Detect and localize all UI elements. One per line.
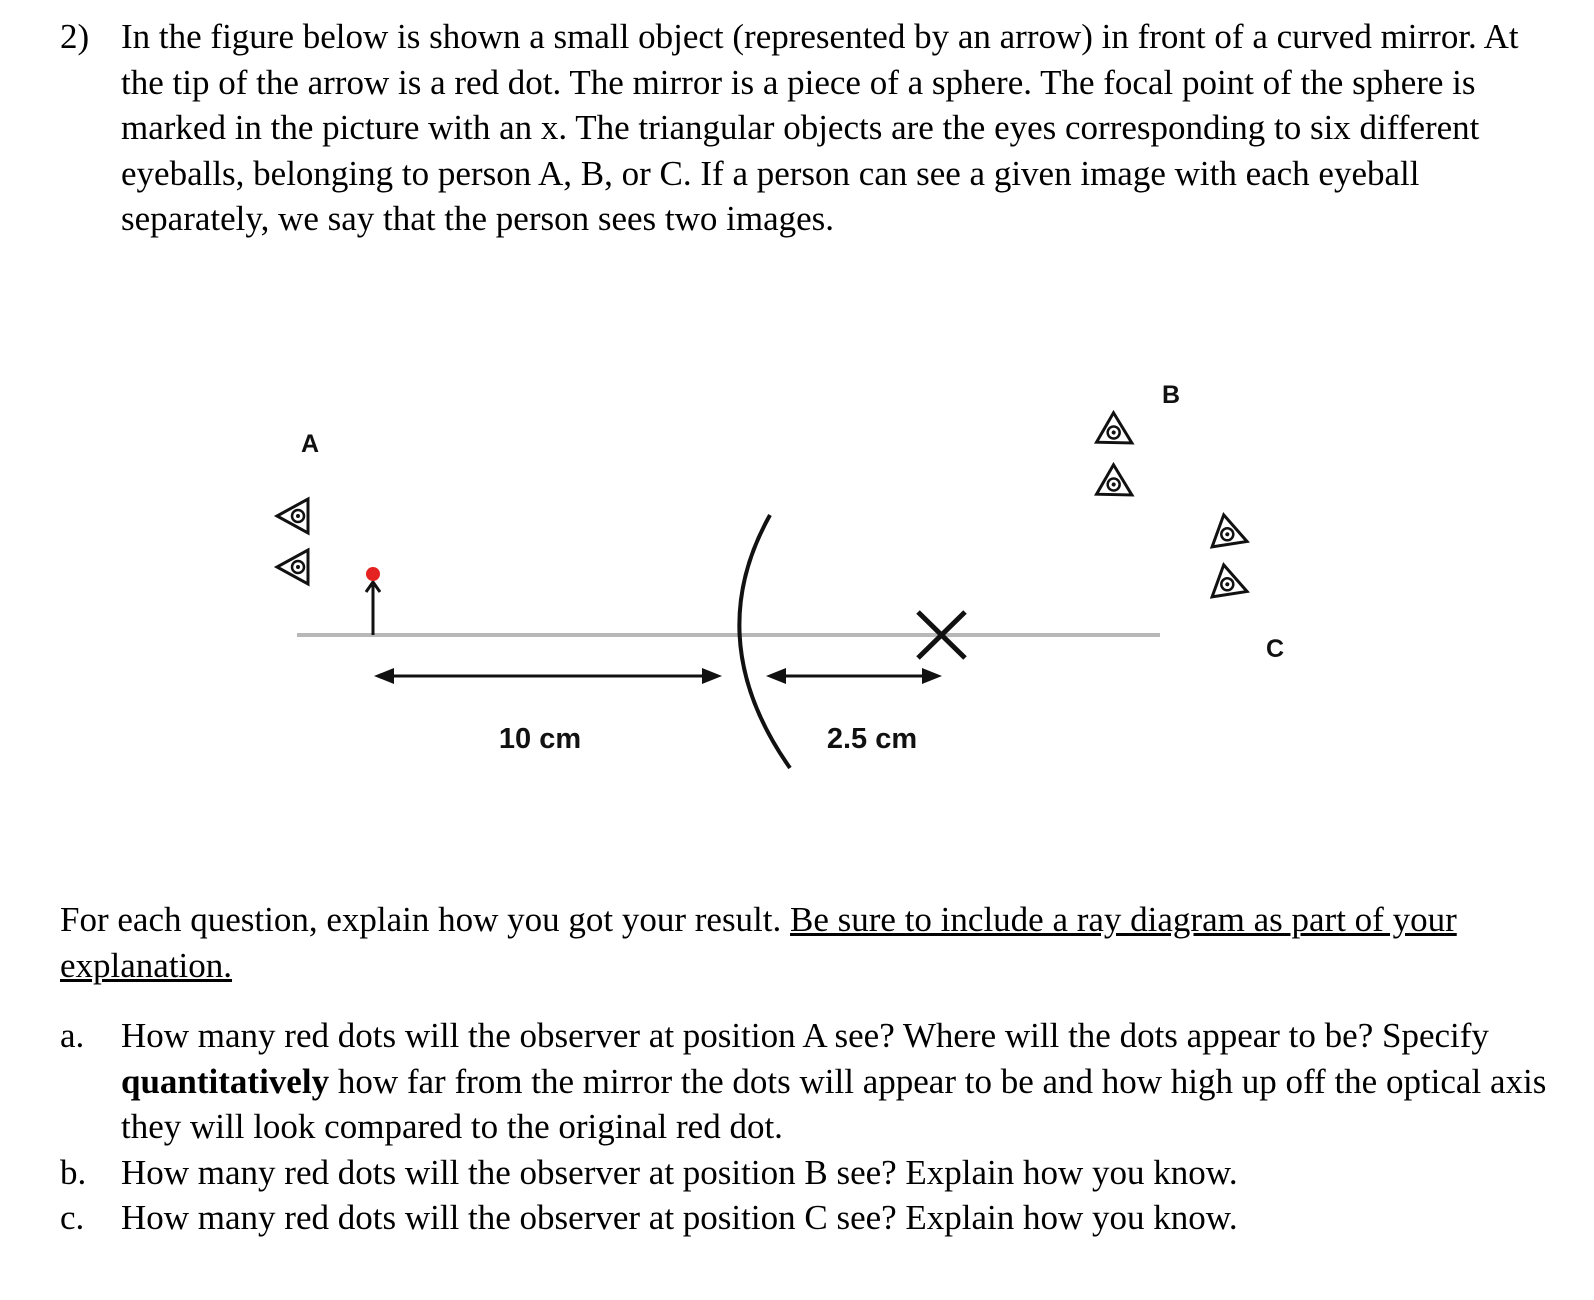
observer-a-label: A [300,430,320,458]
red-dot [366,567,380,581]
curved-mirror [739,515,790,768]
observer-c-eye-lower-icon [1212,565,1253,608]
observer-a-eye-lower-icon [277,550,308,584]
question-label: a. [60,1016,85,1055]
question-text: How many red dots will the observer at position B see? Explain how you know. [121,1152,1238,1192]
observer-c-eye-upper-icon [1212,515,1253,558]
question-c [60,1195,1560,1241]
question-label: b. [60,1152,87,1192]
instructions-underlined: Be sure to include a ray diagram as part of your explanation. [60,900,1457,985]
distance-label-2-5cm: 2.5 cm [826,723,918,755]
observer-b-eye-lower-icon [1097,465,1141,510]
question-b [60,1150,1560,1196]
problem-statement [60,14,1560,242]
observer-b-label: B [1161,381,1181,409]
question-text: How many red dots will the observer at position C see? Explain how you know. [121,1198,1238,1237]
question-a [60,1013,1560,1150]
dimension-arrow-object-mirror [374,668,722,684]
dimension-arrow-mirror-focus [766,668,942,684]
distance-label-10cm: 10 cm [498,723,582,755]
question-text: how far from the mirror the dots will appear to be and how high up off the optical axis they will look compared to the original red dot. [121,1061,1547,1146]
question-text: How many red dots will the observer at position A see? Where will the dots appear to be? Specify [121,1016,1489,1055]
instructions-text: For each question, explain how you got your result. [60,900,791,939]
problem-number: 2) [60,17,90,56]
problem-text: In the figure below is shown a small object (represented by an arrow) in front of a curved mirror. At the tip of the arrow is a red dot. The mirror is a piece of a sphere. The focal point of the sphere is marked in the picture with an x. The triangular objects are the eyes corresponding to six different eyeballs, belonging to person A, B, or C. If a person can see a given image with each eyeball separately, we say that the person sees two images. [121,17,1519,238]
question-emphasis: quantitatively [121,1061,330,1101]
observer-b-eye-upper-icon [1097,413,1141,458]
object-arrow [366,582,380,635]
question-list [60,1013,1560,1241]
observer-a-eye-upper-icon [277,499,308,533]
instructions [60,897,1520,989]
question-label: c. [60,1198,85,1237]
mirror-figure [0,370,1594,790]
observer-c-label: C [1265,635,1285,663]
